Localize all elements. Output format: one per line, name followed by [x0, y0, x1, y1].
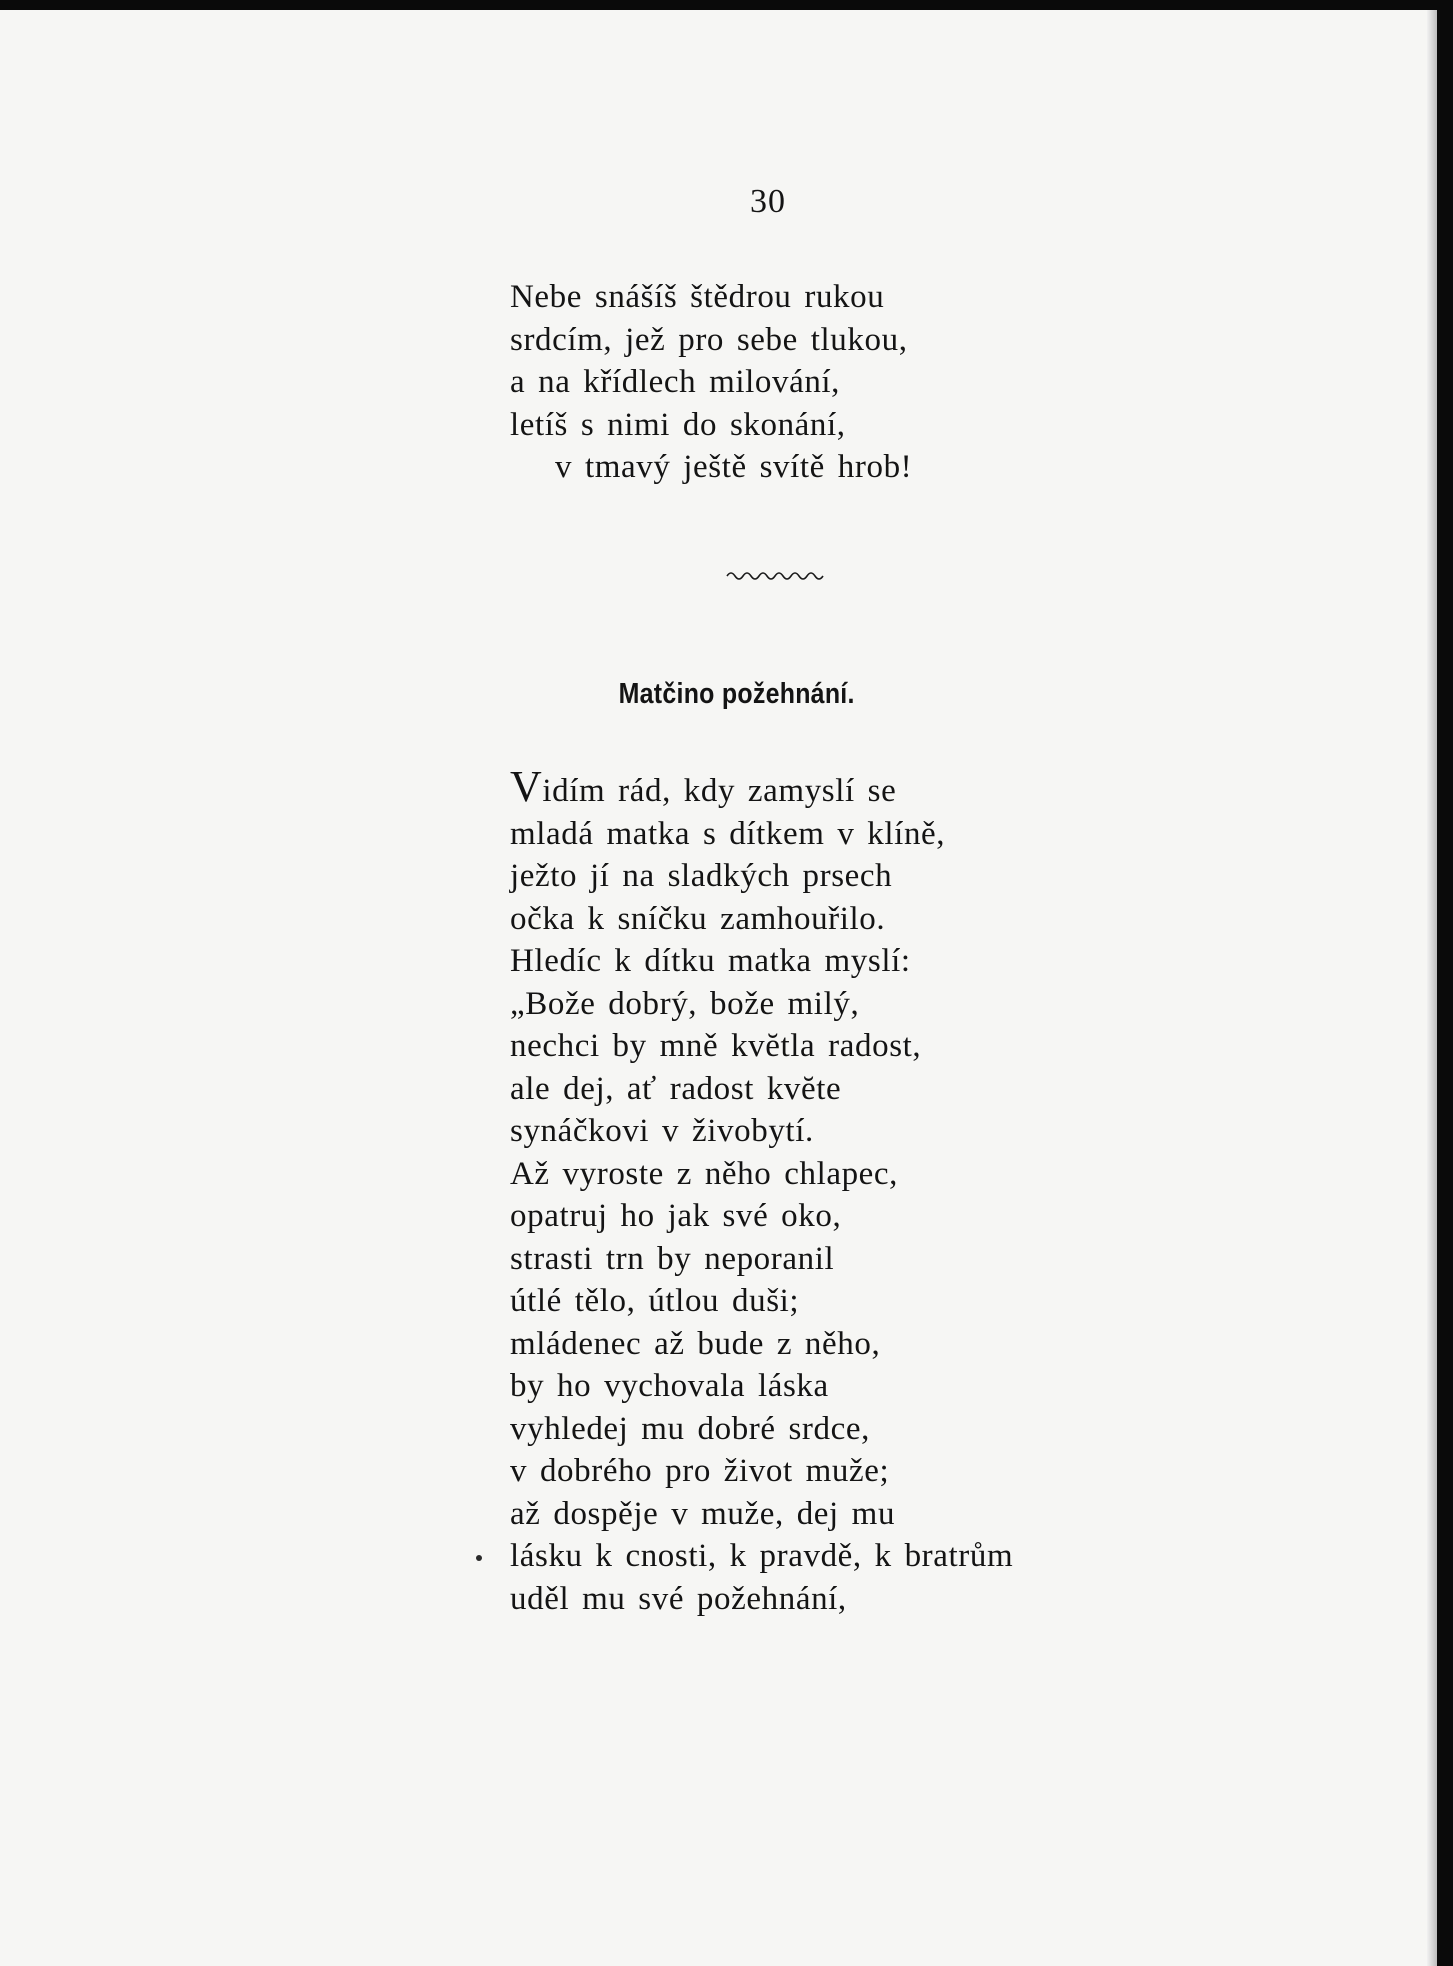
verse-line: synáčkovi v živobytí.: [510, 1113, 814, 1149]
verse-line: strasti trn by neporanil: [510, 1240, 835, 1277]
verse-line: ježto jí na sladkých prsech: [510, 858, 893, 894]
scan-border-top: [0, 0, 1453, 10]
verse-line: „Bože dobrý, bože milý,: [510, 985, 860, 1022]
verse-line: Nebe snášíš štědrou rukou: [510, 279, 885, 315]
wavy-divider-ornament: [725, 568, 825, 580]
poem-title: Matčino požehnání.: [618, 678, 855, 710]
verse-line: letíš s nimi do skonání,: [510, 406, 846, 443]
page-number: 30: [750, 183, 786, 220]
verse-line: mladá matka s dítkem v klíně,: [510, 815, 946, 852]
scan-border-right: [1437, 0, 1453, 1966]
drop-initial: V: [510, 762, 543, 811]
verse-line: v tmavý ještě svítě hrob!: [555, 449, 913, 485]
first-line-text: idím rád, kdy zamyslí se: [542, 773, 897, 809]
verse-line: ale dej, ať radost kvĕte: [510, 1070, 842, 1107]
verse-line: a na křídlech milování,: [510, 364, 841, 400]
stanza-main: [510, 762, 1014, 1620]
verse-line: útlé tělo, útlou duši;: [510, 1283, 800, 1319]
verse-line: očka k sníčku zamhouřilo.: [510, 900, 886, 937]
print-speck: [476, 1555, 482, 1561]
verse-line: opatruj ho jak své oko,: [510, 1198, 842, 1234]
verse-line: nechci by mně kvĕtla radost,: [510, 1028, 922, 1064]
verse-line-first: [510, 762, 1013, 813]
verse-line: uděl mu své požehnání,: [510, 1580, 847, 1617]
verse-line: až dospěje v muže, dej mu: [510, 1495, 896, 1532]
verse-line: Až vyroste z něho chlapec,: [510, 1155, 899, 1192]
verse-line: by ho vychovala láska: [510, 1368, 829, 1404]
verse-line: v dobrého pro život muže;: [510, 1453, 890, 1489]
verse-line: lásku k cnosti, k pravdě, k bratrům: [510, 1538, 1014, 1574]
stanza-top: [510, 276, 912, 489]
verse-line: vyhledej mu dobré srdce,: [510, 1410, 870, 1447]
page-edge-shadow: [1427, 10, 1437, 1966]
verse-line: mládenec až bude z něho,: [510, 1325, 881, 1362]
verse-line: srdcím, jež pro sebe tlukou,: [510, 321, 908, 358]
verse-line: Hledíc k dítku matka myslí:: [510, 943, 911, 979]
